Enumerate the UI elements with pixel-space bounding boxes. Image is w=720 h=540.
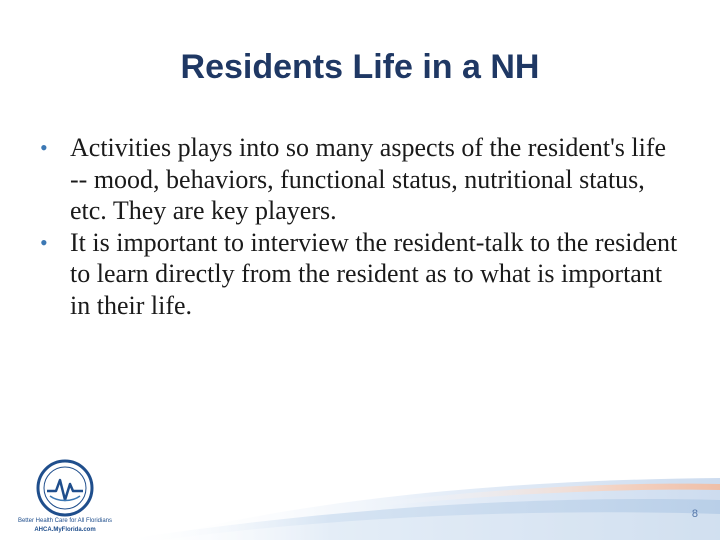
bullet-icon: • — [40, 135, 48, 160]
bullet-list — [40, 132, 680, 321]
bullet-icon: • — [40, 229, 48, 255]
page-number: 8 — [691, 508, 698, 520]
bullet-text: It is important to interview the resident-talk to the resident to learn directly from the resident as to what is important in their life. — [70, 227, 678, 320]
logo-tagline: Better Health Care for All Floridians — [17, 518, 113, 524]
bullet-item — [40, 132, 680, 227]
logo — [10, 458, 120, 540]
slide-title: Residents Life in a NH — [180, 48, 540, 86]
logo-seal-icon — [10, 458, 120, 518]
bullet-item — [40, 227, 680, 322]
bullet-text: Activities plays into so many aspects of the resident's life -- mood, behaviors, functional status, nutritional status, etc. They are key players. — [70, 133, 667, 225]
logo-org: AHCA.MyFlorida.com — [34, 527, 96, 533]
